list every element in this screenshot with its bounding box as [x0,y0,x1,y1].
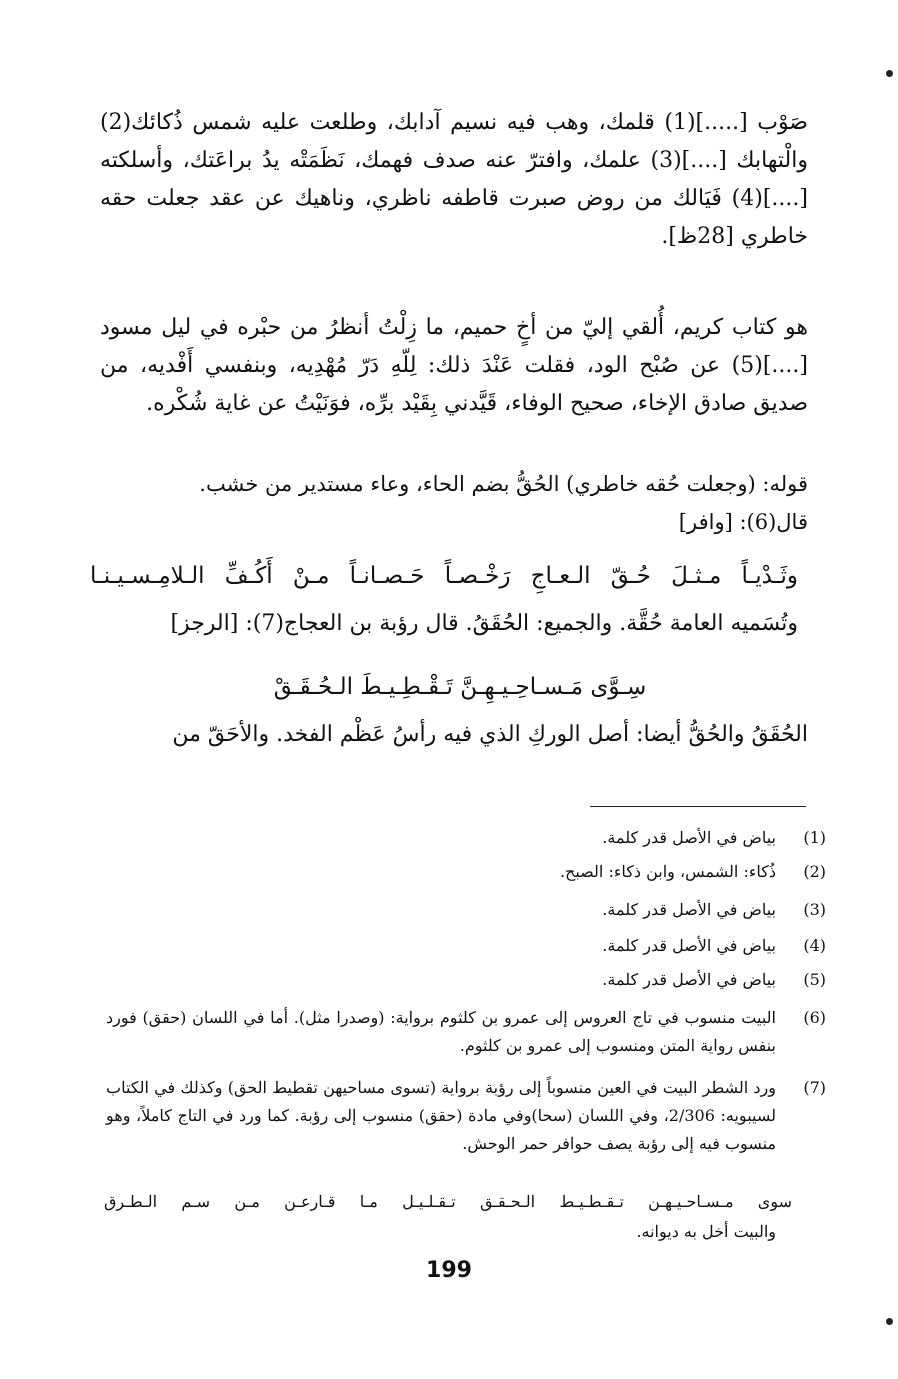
footnote-number: (1) [803,828,826,847]
footnote-2 [106,858,826,886]
footnote-number: (3) [803,900,826,919]
paragraph-4: الحُقَقُ والحُقُّ أيضا: أصل الوركِ الذي فيه رأسُ عَظْم الفخد. والأحَقّ من [172,722,808,747]
verse-wafir-first-hemistich: وثَـدْيـاً مـثـلَ حُـقّ الـعـاجِ رَخْـصـاً [444,563,798,589]
footnote-text: بياض في الأصل قدر كلمة. [602,828,776,847]
footnote-text: بياض في الأصل قدر كلمة. [602,936,776,955]
verse-wafir [90,557,798,595]
footnote-closing-line: والبيت أخل به ديوانه. [636,1222,776,1241]
paragraph-1: صَوْب [.....](1) قلمك، وهب فيه نسيم آدابك، وطلعت عليه شمس ذُكائك(2) والْتهابك [....](3) علمك، وافترّ عنه صدف فهمك، نَظَمَتْه يدُ براعَتك، وأسلكته [....](4) فَيَالك من روض صبرت قاطفه ناظري، وناهيك عن عقد جعلت حقه خاطري [28ظ]. [100,110,808,249]
footnote-number: (6) [803,1008,826,1027]
scan-mark [886,1318,893,1325]
paragraph-3 [100,465,808,541]
scan-mark [886,70,893,77]
footnote-3 [106,896,826,924]
paragraph-3-line-1: قوله: (وجعلت حُقه خاطري) الحُقُّ بضم الحاء، وعاء مستدير من خشب. [199,472,808,496]
footnote-5 [106,966,826,994]
verse-wafir-second-hemistich: حَـصـانـاً مـنْ أَكُـفِّ الـلامِـسـيـنـا [90,563,425,589]
footnote-separator [590,806,806,807]
footnote-text: بياض في الأصل قدر كلمة. [602,970,776,989]
footnote-text: بياض في الأصل قدر كلمة. [602,900,776,919]
paragraph-2: هو كتاب كريم، أُلقي إليّ من أخٍ حميم، ما زِلْتُ أنظرُ من حبْره في ليل مسود [....](5) عن صُبْح الود، فقلت عَنْدَ ذلك: لِلّهِ دَرّ مُهْدِيه، وبنفسي أَفْديه، من صديق صادق الإخاء، صحيح الوفاء، قَيَّدني بِقَيْد برِّه، فوَنَيْتُ عن غاية شُكْره. [100,315,808,416]
footnote-number: (7) [803,1078,826,1097]
footnote-text: البيت منسوب في تاج العروس إلى عمرو بن كلثوم برواية: (وصدرا مثل). أما في اللسان (حقق) فورد بنفس رواية المتن ومنسوب إلى عمرو بن كلثوم. [106,1008,776,1055]
page-number: 199 [426,1258,472,1283]
rajaz-intro-line: وتُسَميه العامة حُقَّة. والجميع: الحُقَقُ. قال رؤبة بن العجاج(7): [الرجز] [170,611,798,636]
paragraph-3-line-2: قال(6): [وافر] [678,510,808,534]
footnote-number: (4) [803,936,826,955]
footnote-text: ذُكاء: الشمس، وابن ذكاء: الصبح. [559,862,776,881]
footnote-6 [106,1004,826,1060]
footnote-text: ورد الشطر البيت في العين منسوباً إلى رؤبة برواية (تسوى مساحيهن تقطيط الحق) وكذلك في الكتاب لسيبويه: 2/306، وفي اللسان (سحا)وفي مادة (حقق) منسوب إلى رؤبة. كما ورد في التاج كاملاً، وهو منسوب فيه إلى رؤبة يصف حوافر حمر الوحش. [106,1078,777,1153]
footnote-number: (2) [803,862,826,881]
verse-rajaz: سِـوَّى مَـسـاحِـيـهِـنَّ تَـقْـطِـيـطَ الـحُـقَـقْ [273,674,647,700]
footnote-7 [106,1074,826,1158]
footnote-1 [106,824,826,852]
footnote-number: (5) [803,970,826,989]
footnote-4 [106,932,826,960]
footnote-verse: سوى مـسـاحـيـهـن تـقـطـيـط الـحـقـق تـقـلـيـل مـا قـارعـن مـن سـم الـطـرق [104,1192,793,1211]
